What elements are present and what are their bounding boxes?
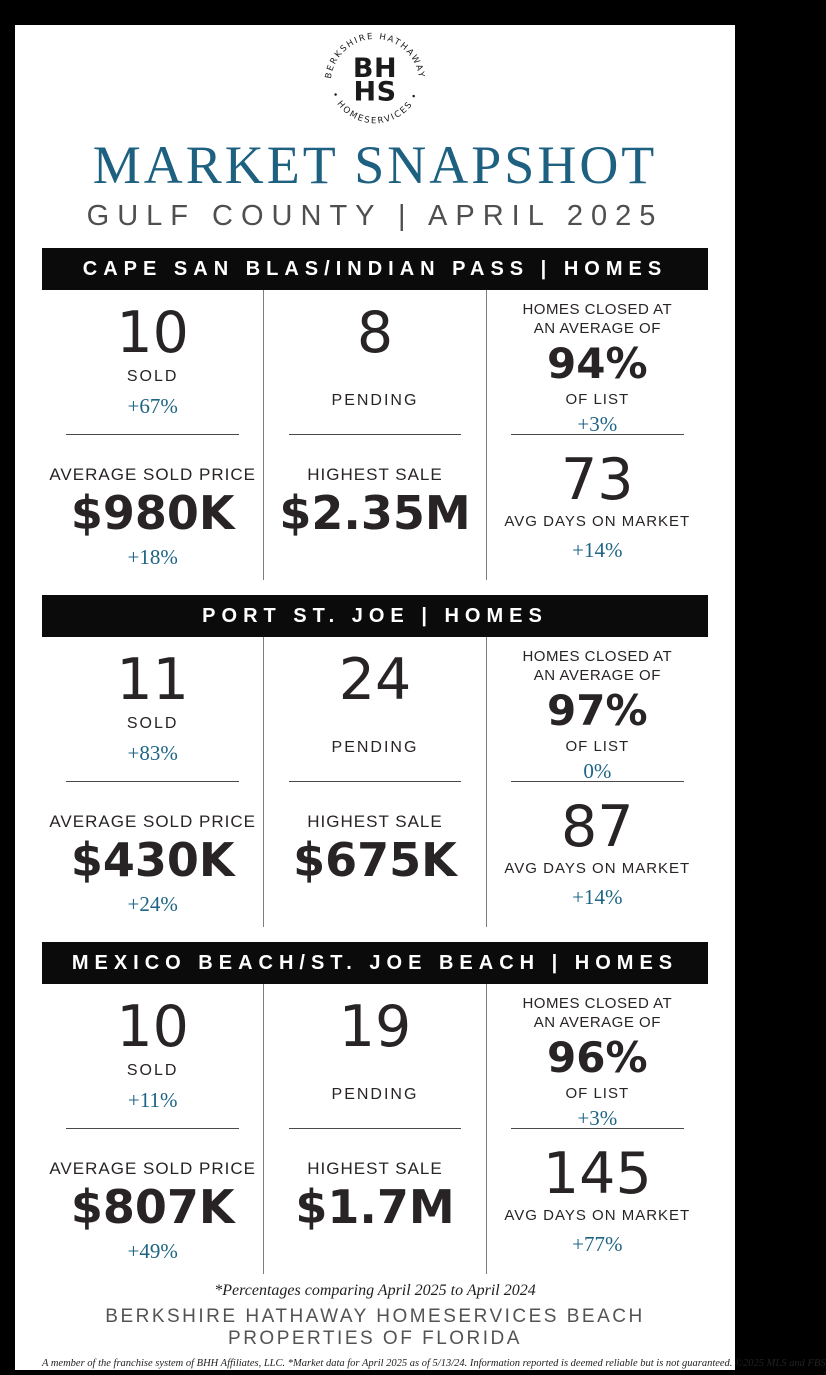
pending-label: PENDING [331, 391, 419, 409]
avg-price-change: +24% [127, 891, 178, 916]
avg-price-label: AVERAGE SOLD PRICE [49, 1158, 256, 1178]
closed-suffix: OF LIST [565, 1084, 630, 1102]
disclaimer-fine-print: A member of the franchise system of BHH Affiliates, LLC. *Market data for April 2025 as of 5/13/24. Information reported is deemed reliable but is not guaranteed. ©2025 MLS and FBS [42, 1357, 826, 1369]
highest-sale-value: $2.35M [279, 485, 471, 540]
avg-price-label: AVERAGE SOLD PRICE [49, 464, 256, 484]
logo-bottom-arc-text: • HOMESERVICES • [328, 90, 422, 127]
days-value: 87 [561, 793, 634, 860]
logo-monogram-line1: BH [352, 52, 398, 84]
page-title: MARKET SNAPSHOT [92, 135, 658, 195]
column-sold-price [42, 290, 263, 580]
logo-monogram-line2: HS [353, 76, 397, 108]
stat-closed-at [487, 637, 708, 782]
column-closed-days [486, 984, 708, 1274]
column-closed-days [486, 637, 708, 927]
avg-price-value: $430K [70, 832, 235, 887]
days-value: 73 [561, 446, 634, 513]
column-pending-sale [263, 637, 485, 927]
stat-avg-price [42, 1129, 263, 1274]
days-label: AVG DAYS ON MARKET [504, 1206, 691, 1224]
stat-avg-price [42, 435, 263, 580]
sold-change: +11% [127, 1087, 178, 1112]
highest-sale-value: $675K [293, 832, 457, 887]
section-mexico-beach [42, 942, 708, 1274]
section-port-st-joe [42, 595, 708, 927]
days-change: +77% [572, 1231, 623, 1256]
company-name: BERKSHIRE HATHAWAY HOMESERVICES BEACH PROPERTIES OF FLORIDA [105, 1305, 645, 1349]
pending-label: PENDING [331, 738, 419, 756]
days-change: +14% [572, 884, 623, 909]
avg-price-change: +49% [127, 1238, 178, 1263]
sold-label: SOLD [126, 1061, 179, 1079]
avg-price-label: AVERAGE SOLD PRICE [49, 811, 256, 831]
stat-sold [42, 984, 263, 1129]
closed-intro: HOMES CLOSED AT AN AVERAGE OF [522, 300, 673, 338]
stat-pending [264, 984, 485, 1129]
stat-highest-sale [264, 435, 485, 580]
days-label: AVG DAYS ON MARKET [504, 512, 691, 530]
column-closed-days [486, 290, 708, 580]
closed-suffix: OF LIST [565, 390, 630, 408]
column-pending-sale [263, 290, 485, 580]
infographic-page [15, 25, 826, 1370]
stat-avg-price [42, 782, 263, 927]
section-header: CAPE SAN BLAS/INDIAN PASS | HOMES [42, 248, 708, 290]
avg-price-value: $807K [70, 1179, 235, 1234]
column-sold-price [42, 637, 263, 927]
logo-top-arc-text: BERKSHIRE HATHAWAY [323, 31, 427, 80]
bhhs-logo-icon [321, 25, 429, 133]
pending-label: PENDING [331, 1085, 419, 1103]
section-header: PORT ST. JOE | HOMES [42, 595, 708, 637]
closed-suffix: OF LIST [565, 737, 630, 755]
sold-label: SOLD [126, 367, 179, 385]
highest-sale-label: HIGHEST SALE [307, 811, 443, 831]
highest-sale-value: $1.7M [295, 1179, 455, 1234]
closed-value: 94% [547, 338, 648, 388]
percentages-note: *Percentages comparing April 2025 to April 2024 [214, 1281, 536, 1299]
sold-value: 11 [116, 646, 189, 713]
days-change: +14% [572, 537, 623, 562]
column-sold-price [42, 984, 263, 1274]
closed-change: +3% [577, 1105, 618, 1130]
stat-sold [42, 290, 263, 435]
sold-change: +83% [127, 740, 178, 765]
closed-change: +3% [577, 411, 618, 436]
sold-value: 10 [116, 299, 189, 366]
stat-days-on-market [487, 1129, 708, 1274]
closed-change: 0% [583, 758, 612, 783]
closed-value: 96% [547, 1032, 648, 1082]
stat-highest-sale [264, 1129, 485, 1274]
highest-sale-label: HIGHEST SALE [307, 464, 443, 484]
pending-value: 19 [338, 993, 412, 1060]
stat-pending [264, 637, 485, 782]
column-pending-sale [263, 984, 485, 1274]
sold-label: SOLD [126, 714, 179, 732]
pending-value: 24 [338, 646, 412, 713]
avg-price-change: +18% [127, 544, 178, 569]
days-value: 145 [542, 1140, 652, 1207]
stat-closed-at [487, 290, 708, 435]
highest-sale-label: HIGHEST SALE [307, 1158, 443, 1178]
sold-change: +67% [127, 393, 178, 418]
pending-value: 8 [356, 299, 394, 366]
closed-intro: HOMES CLOSED AT AN AVERAGE OF [522, 994, 673, 1032]
sold-value: 10 [116, 993, 189, 1060]
stat-days-on-market [487, 435, 708, 580]
avg-price-value: $980K [70, 485, 235, 540]
stat-sold [42, 637, 263, 782]
stat-days-on-market [487, 782, 708, 927]
section-header: MEXICO BEACH/ST. JOE BEACH | HOMES [42, 942, 708, 984]
closed-intro: HOMES CLOSED AT AN AVERAGE OF [522, 647, 673, 685]
bhhs-logo [42, 25, 708, 133]
stat-closed-at [487, 984, 708, 1129]
closed-value: 97% [547, 685, 648, 735]
days-label: AVG DAYS ON MARKET [504, 859, 691, 877]
section-cape-san-blas [42, 248, 708, 580]
page-subtitle: GULF COUNTY | APRIL 2025 [86, 199, 664, 232]
stat-pending [264, 290, 485, 435]
stat-highest-sale [264, 782, 485, 927]
